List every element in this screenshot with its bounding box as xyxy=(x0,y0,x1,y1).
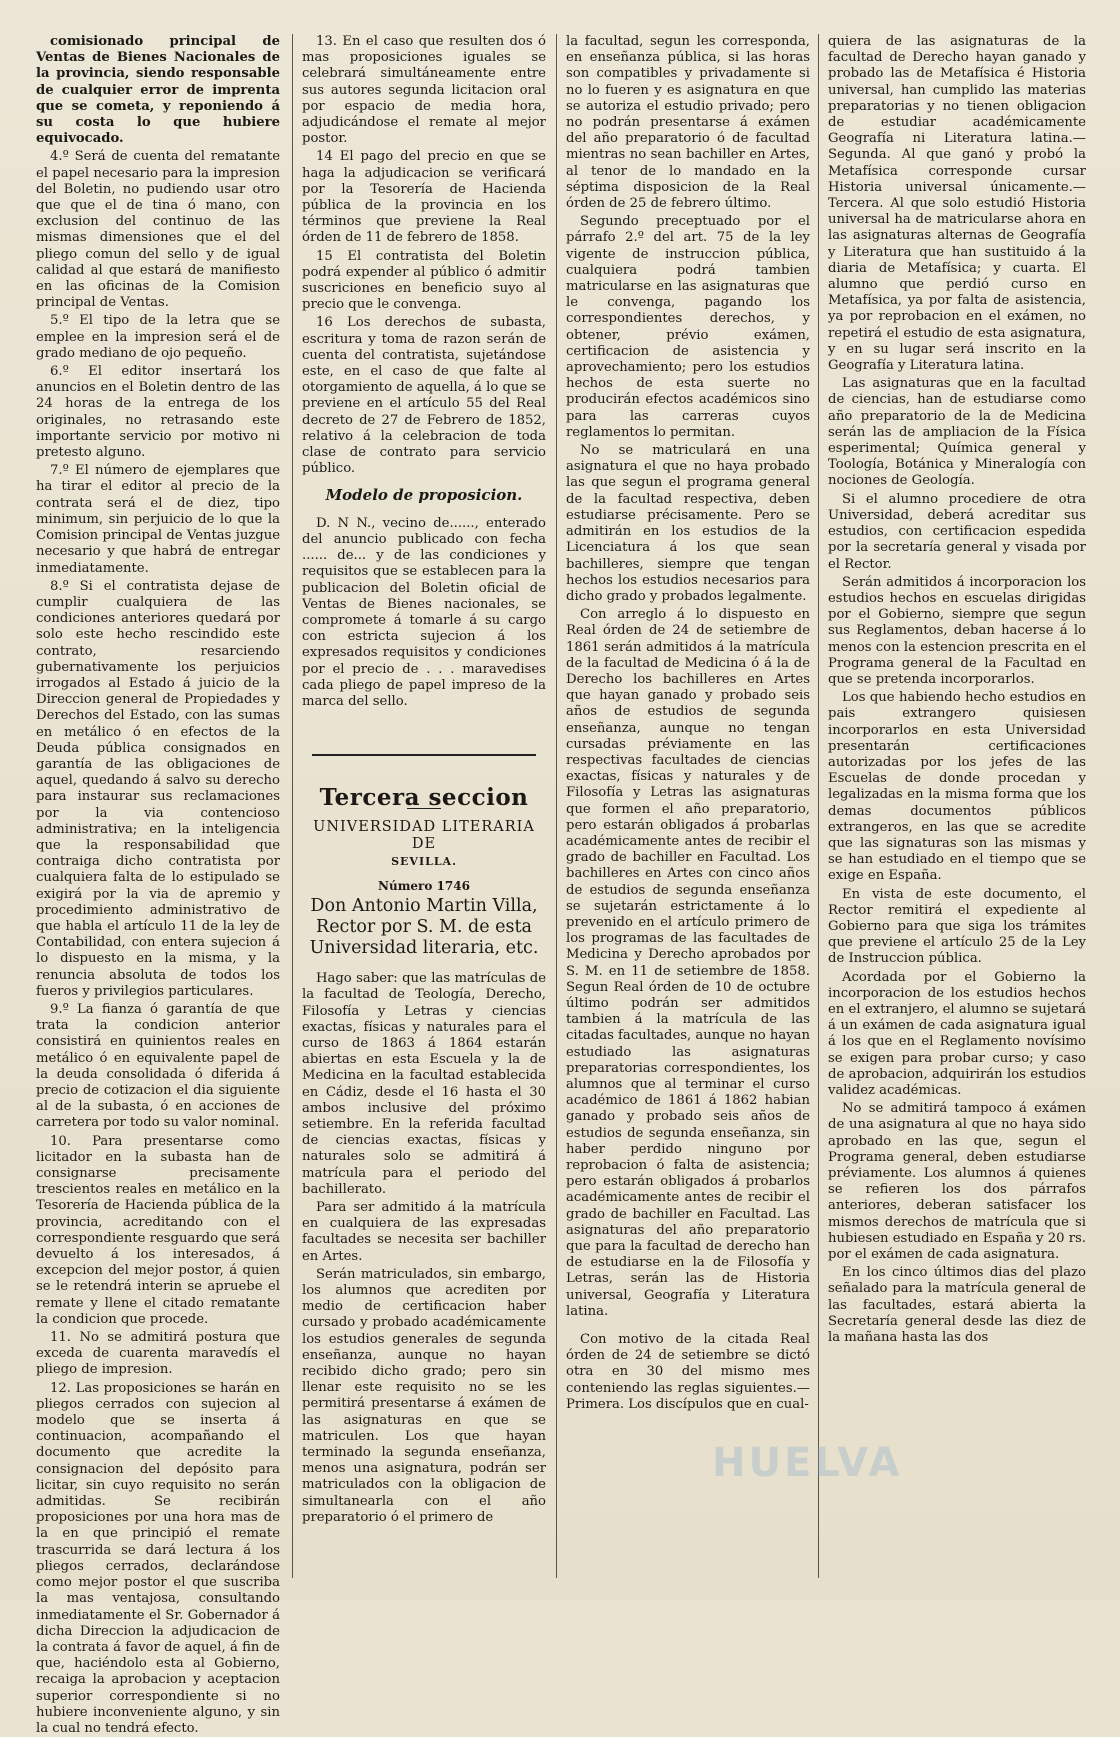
paragraph: 16 Los derechos de subasta, escritura y toma de razon serán de cuenta del contratista, sujetándose este, en el caso de que falte al otorgamiento de aquella, á lo que se previene en el artículo 55 del Real decreto de 27 de Febrero de 1852, relativo á la celebracion de toda clase de contrato para servicio público. xyxy=(302,315,546,477)
paragraph: Si el alumno procediere de otra Universidad, deberá acreditar sus estudios, con certificacion espedida por la secretaría general y visada por el Rector. xyxy=(828,491,1086,572)
column-2 xyxy=(302,34,546,1582)
column-rule xyxy=(292,34,293,1578)
modelo-text: D. N N., vecino de......, enterado del anuncio publicado con fecha ...... de... y de las condiciones y requisitos que se establecen para la publicacion del Boletin oficial de Ventas de Bienes nacionales, se compromete á tomarle á su cargo con estricta sujecion á los expresados requisitos y condiciones por el precio de . . . maravedises cada pliego de papel impreso de la marca del sello. xyxy=(302,515,546,709)
paragraph: Con motivo de la citada Real órden de 24 de setiembre se dictó otra en 30 del mismo mes conteniendo las reglas siguientes.—Primera. Los discípulos que en cual- xyxy=(566,1332,810,1412)
column-1 xyxy=(36,34,280,1736)
university-title: UNIVERSIDAD LITERARIA DE xyxy=(313,819,535,852)
paragraph: Serán admitidos á incorporacion los estudios hechos en escuelas dirigidas por el Gobierno, siempre que segun sus Reglamentos, deban hacerse á lo menos con la estencion prescrita en el Programa general de la Facultad en que se pretenda incorporarlos. xyxy=(828,574,1086,687)
paragraph: 12. Las proposiciones se harán en pliegos cerrados con sujecion al modelo que se inserta á continuacion, acompañando el documento que acredite la consignacion del depósito para licitar, sin cuyo requisito no serán admitidas. Se recibirán proposiciones por una hora mas de la en que principió el remate trascurrida se dará lectura á los pliegos cerrados, declarándose como mejor postor el que suscriba la mas ventajosa, consultando inmediatamente el Sr. Gobernador á dicha Direccion la adjudicacion de la contrata á favor de aquel, á fin de que, haciéndolo esta al Gobierno, recaiga la aprobacion y aceptacion superior correspondiente si no hubiere inconveniente alguno, y sin la cual no tendrá efecto. xyxy=(36,1380,280,1736)
paragraph: la facultad, segun les corresponda, en enseñanza pública, si las horas son compatibles y privadamente si no lo fueren y es asignatura en que se autoriza el estudio privado; pero no podrán presentarse á exámen del año preparatorio ó de facultad mientras no sean bachiller en Artes, al tenor de lo mandado en la séptima disposicion de la Real órden de 25 de febrero último. xyxy=(566,34,810,212)
paragraph: Para ser admitido á la matrícula en cualquiera de las expresadas facultades se necesita ser bachiller en Artes. xyxy=(302,1199,546,1264)
column-rule xyxy=(556,34,557,1578)
paragraph: Hago saber: que las matrículas de la facultad de Teología, Derecho, Filosofía y Letras y ciencias exactas, físicas y naturales para el curso de 1863 á 1864 estarán abiertas en esta Escuela y la de Medicina en la facultad establecida en Cádiz, desde el 16 hasta el 30 ambos inclusive del próximo setiembre. En la referida facultad de ciencias exactas, físicas y naturales solo se admitirá á matrícula para el periodo del bachillerato. xyxy=(302,971,546,1197)
paragraph: 15 El contratista del Boletin podrá expender al público ó admitir suscriciones en beneficio suyo al precio que le convenga. xyxy=(302,248,546,313)
paragraph: 11. No se admitirá postura que exceda de cuarenta maravedís el pliego de impresion. xyxy=(36,1330,280,1378)
paragraph: 9.º La fianza ó garantía de que trata la condicion anterior consistirá en quinientos reales en metálico ó en equivalente papel de la deuda consolidada ó diferida á precio de cotizacion el dia siguiente al de la subasta, ó en acciones de carretera por todo su valor nominal. xyxy=(36,1001,280,1131)
paragraph: quiera de las asignaturas de la facultad de Derecho hayan ganado y probado las de Metafísica é Historia universal, han cumplido las materias preparatorias y no tienen obligacion de estudiar académicamente Geografía ni Literatura latina.—Segunda. Al que ganó y probó la Metafísica corresponde cursar Historia universal únicamente.—Tercera. Al que solo estudió Historia universal ha de matricularse ahora en las asignaturas alternas de Geografía y Literatura que han sustituido á la diaria de Metafísica; y cuarta. El alumno que perdió curso en Metafísica, ya por falta de asistencia, ya por reprobacion en el exámen, no repetirá el estudio de esta asignatura, y en su lugar será inscrito en la Geografía y Literatura latina. xyxy=(828,34,1086,374)
announcement-number: Número 1746 xyxy=(378,878,470,893)
paragraph: Los que habiendo hecho estudios en pais extrangero quisiesen incorporarlos en esta Universidad presentarán certificaciones autorizadas por los jefes de las Escuelas de donde procedan y legalizadas en la misma forma que los demas documentos públicos extrangeros, en las que se acredite que las signaturas son las mismas y se han estudiado en el tiempo que se exige en España. xyxy=(828,690,1086,884)
paragraph: 4.º Será de cuenta del rematante el papel necesario para la impresion del Boletin, no pudiendo usar otro que que el de tina ó mano, con exclusion del continuo de las mismas dimensiones que el del pliego comun del sello y de igual calidad al que estará de manifiesto en las oficinas de la Comision principal de Ventas. xyxy=(36,149,280,311)
rector-heading: Don Antonio Martin Villa, Rector por S. M. de esta Universidad literaria, etc. xyxy=(309,896,539,959)
paragraph: En vista de este documento, el Rector remitirá el expediente al Gobierno para que siga los trámites que previene el artículo 25 de la Ley de Instruccion pública. xyxy=(828,886,1086,967)
paragraph: Serán matriculados, sin embargo, los alumnos que acrediten por medio de certificacion haber cursado y probado académicamente los estudios generales de segunda enseñanza, aunque no hayan recibido dicho grado; pero sin llenar este requisito no se les permitirá presentarse á exámen de las asignaturas en que se matriculen. Los que hayan terminado la segunda enseñanza, menos una asignatura, podrán ser matriculados con la obligacion de simultanearla con el año preparatorio ó el primero de xyxy=(302,1266,546,1525)
library-watermark: HUELVA xyxy=(712,1440,903,1486)
paragraph: 5.º El tipo de la letra que se emplee en la impresion será el de grado mediano de ojo pequeño. xyxy=(36,313,280,361)
paragraph: 14 El pago del precio en que se haga la adjudicacion se verificará por la Tesorería de Hacienda pública de la provincia en los términos que previene la Real órden de 11 de febrero de 1858. xyxy=(302,149,546,246)
paragraph: Las asignaturas que en la facultad de ciencias, han de estudiarse como año preparatorio de la de Medicina serán las de ampliacion de la Física esperimental; Química general y Toología, Botánica y Mineralogía con nociones de Geología. xyxy=(828,376,1086,489)
modelo-heading: Modelo de proposicion. xyxy=(325,486,523,505)
paragraph: 7.º El número de ejemplares que ha tirar el editor al precio de la contrata será el de diez, tipo minimum, sin perjuicio de lo que la Comision principal de Ventas juzgue necesario y que habrá de entregar inmediatamente. xyxy=(36,463,280,576)
column-rule xyxy=(818,34,819,1578)
paragraph: 13. En el caso que resulten dos ó mas proposiciones iguales se celebrará simultáneamente entre sus autores segunda licitacion oral por espacio de media hora, adjudicándose el remate al mejor postor. xyxy=(302,34,546,147)
section-title: Tercera seccion xyxy=(319,784,529,812)
paragraph: Segundo preceptuado por el párrafo 2.º del art. 75 de la ley vigente de instruccion pública, cualquiera podrá tambien matricularse en las asignaturas que le convenga, pagando los correspondientes derechos, y obtener, prévio exámen, certificacion de asistencia y aprovechamiento; pero los estudios hechos de esta suerte no producirán efectos académicos sino para las carreras cuyos reglamentos lo permitan. xyxy=(566,214,810,440)
section-divider xyxy=(312,754,536,756)
paragraph: comisionado principal de Ventas de Bienes Nacionales de la provincia, siendo responsable de cualquier error de imprenta que se cometa, y reponiendo á su costa lo que hubiere equivocado. xyxy=(36,34,280,147)
column-3 xyxy=(566,34,810,1582)
paragraph: 8.º Si el contratista dejase de cumplir cualquiera de las condiciones anteriores quedará por solo este hecho rescindido este contrato, resarciendo gubernativamente los perjuicios irrogados al Estado á juicio de la Direccion general de Propiedades y Derechos del Estado, con las sumas en metálico ó en efectos de la Deuda pública consignados en garantía de las obligaciones de aquel, quedando á salvo su derecho para instaurar sus reclamaciones por la via contencioso administrativa; en la inteligencia que la responsabilidad que contraiga dicho contratista por cualquiera falta de lo estipulado se exigirá por la via de apremio y procedimiento administrativo de que habla el artículo 11 de la ley de Contabilidad, con entera sujecion á lo dispuesto en la misma, y la renuncia absoluta de todos los fueros y privilegios particulares. xyxy=(36,578,280,999)
paragraph: 10. Para presentarse como licitador en la subasta han de consignarse precisamente trescientos reales en metálico en la Tesorería de Hacienda pública de la provincia, acreditando con el correspondiente resguardo que será devuelto á los interesados, á excepcion del mejor postor, á quien se le retendrá interin se apruebe el remate y llene el citado rematante la condicion que procede. xyxy=(36,1133,280,1327)
paragraph: 6.º El editor insertará los anuncios en el Boletin dentro de las 24 horas de la entrega de los originales, no retrasando este importante servicio por motivo ni pretesto alguno. xyxy=(36,364,280,461)
paragraph: No se admitirá tampoco á exámen de una asignatura al que no haya sido aprobado en las que, segun el Programa general, deben estudiarse préviamente. Los alumnos á quienes se refieren los dos párrafos anteriores, deberan satisfacer los mismos derechos de matrícula que si hubiesen estudiado en España y 20 rs. por el exámen de cada asignatura. xyxy=(828,1101,1086,1263)
paragraph: Acordada por el Gobierno la incorporacion de los estudios hechos en el extranjero, el alumno se sujetará á un exámen de cada asignatura igual á los que en el Reglamento novísimo se exigen para probar curso; y caso de aprobacion, adquirirán los estudios validez académicas. xyxy=(828,969,1086,1098)
paragraph: En los cinco últimos dias del plazo señalado para la matrícula general de las facultades, estará abierta la Secretaría general desde las diez de la mañana hasta las dos xyxy=(828,1265,1086,1346)
paragraph: No se matriculará en una asignatura el que no haya probado las que segun el programa general de la facultad respectiva, deben estudiarse précisamente. Pero se admitirán en los estudios de la Licenciatura á los que sean bachilleres, siempre que tengan hechos los estudios necesarios para dicho grado y probados legalmente. xyxy=(566,443,810,604)
paragraph: Con arreglo á lo dispuesto en Real órden de 24 de setiembre de 1861 serán admitidos á la matrícula de la facultad de Medicina ó á la de Derecho los bachilleres en Artes que hayan ganado y probado seis años de estudios de segunda enseñanza, aunque no tengan cursadas préviamente en las respectivas facultades de ciencias exactas, físicas y naturales y de Filosofía y Letras las asignaturas que formen el año preparatorio, pero estarán obligados á probarlas académicamente antes de recibir el grado de bachiller en Facultad. Los bachilleres en Artes con cinco años de estudios de segunda enseñanza se sujetarán estrictamente á lo prevenido en el artículo primero de los programas de las facultades de Medicina y Derecho aprobados por S. M. en 11 de setiembre de 1858. Segun Real órden de 10 de octubre último podrán ser admitidos tambien á la matrícula de las citadas facultades, aunque no hayan estudiado las asignaturas preparatorias correspondientes, los alumnos que al terminar el curso académico de 1861 á 1862 habian ganado y probado seis años de estudios de segunda enseñanza, sin haber perdido ninguno por reprobacion ó falta de asistencia; pero estarán obligados á probarlos académicamente antes de recibir el grado de bachiller en Facultad. Las asignaturas del año preparatorio que para la facultad de derecho han de estudiarse en la de Filosofía y Letras, serán las de Historia universal, Geografía y Literatura latina. xyxy=(566,607,810,1319)
university-city: SEVILLA. xyxy=(391,854,457,868)
column-4 xyxy=(828,34,1086,1582)
